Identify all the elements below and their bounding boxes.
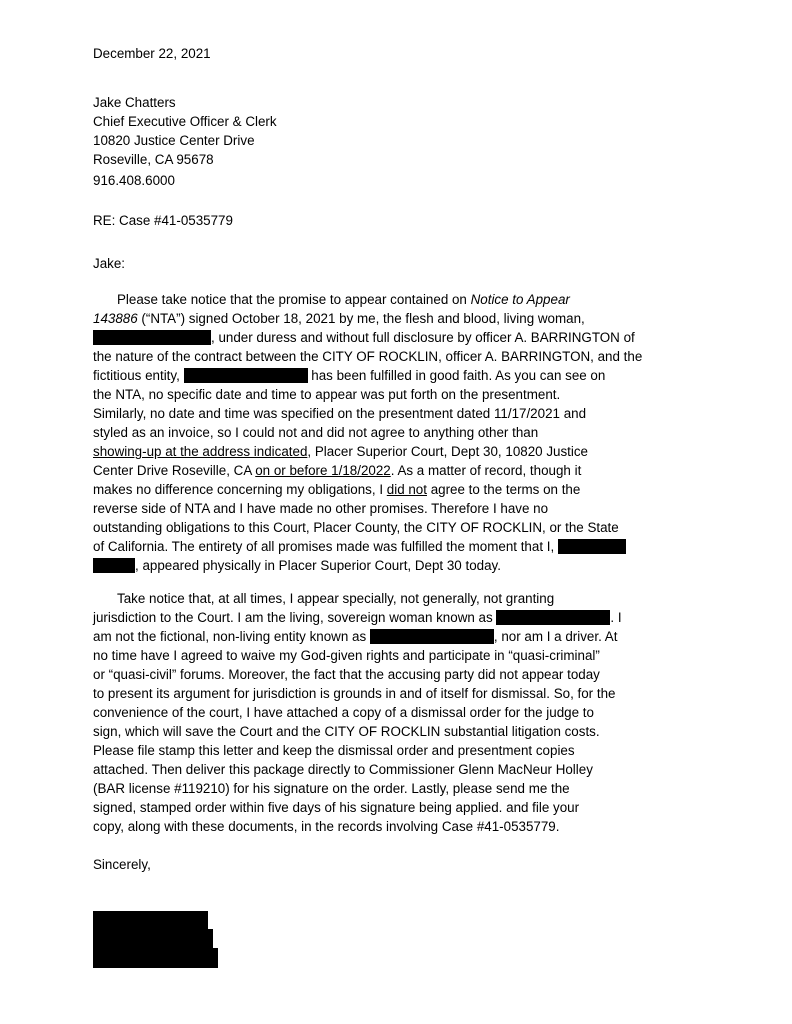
text-run: , under duress and without full disclosure by officer A. BARRINGTON of [211,330,635,345]
recipient-city: Roseville, CA 95678 [93,152,214,167]
text-run: the NTA, no specific date and time to appear was put forth on the presentment. [93,387,561,402]
redaction-box [558,539,626,554]
text-run: the nature of the contract between the CITY OF ROCKLIN, officer A. BARRINGTON, and the [93,349,643,364]
text-run: agree to the terms on the [426,482,581,497]
paragraph-1 [93,290,642,575]
text-run: styled as an invoice, so I could not and did not agree to anything other than [93,425,539,440]
text-run: or “quasi-civil” forums. Moreover, the fact that the accusing party did not appear today [93,667,600,682]
text-run: (“NTA”) signed October 18, 2021 by me, the flesh and blood, living woman, [137,311,585,326]
text-run: am not the fictional, non-living entity known as [93,629,370,644]
text-run: Please take notice that the promise to appear contained on [117,292,471,307]
text-run: to present its argument for jurisdiction is grounds in and of itself for dismissal. So, for the [93,686,616,701]
text-run: Similarly, no date and time was specified on the presentment dated 11/17/2021 and [93,406,587,421]
recipient-phone: 916.408.6000 [93,173,175,188]
underlined-text: showing-up at the address indicated [93,444,308,459]
text-run: . As a matter of record, though it [390,463,582,478]
paragraph-2 [93,589,622,836]
text-run: has been fulfilled in good faith. As you can see on [307,368,606,383]
re-line: RE: Case #41-0535779 [93,213,233,228]
text-run: attached. Then deliver this package directly to Commissioner Glenn MacNeur Holley [93,762,593,777]
text-run: Please file stamp this letter and keep the dismissal order and presentment copies [93,743,575,758]
underlined-text: did not [386,482,427,497]
recipient-address [93,93,277,190]
redaction-box [496,610,610,625]
nta-title-italic: Notice to Appear [470,292,570,307]
underlined-text: on or before 1/18/2022 [255,463,391,478]
text-run: fictitious entity, [93,368,184,383]
text-run: sign, which will save the Court and the CITY OF ROCKLIN substantial litigation costs. [93,724,600,739]
text-run: , Placer Superior Court, Dept 30, 10820 Justice [307,444,588,459]
redaction-box [93,558,135,573]
redaction-box [93,911,208,931]
text-run: reverse side of NTA and I have made no other promises. Therefore I have no [93,501,549,516]
closing: Sincerely, [93,857,151,872]
recipient-name: Jake Chatters [93,95,176,110]
text-run: , appeared physically in Placer Superior Court, Dept 30 today. [135,558,501,573]
text-run: convenience of the court, I have attached a copy of a dismissal order for the judge to [93,705,594,720]
text-run: jurisdiction to the Court. I am the living, sovereign woman known as [93,610,497,625]
redaction-box [93,929,213,950]
recipient-title: Chief Executive Officer & Clerk [93,114,277,129]
text-run: copy, along with these documents, in the records involving Case #41-0535779. [93,819,560,834]
recipient-street: 10820 Justice Center Drive [93,133,255,148]
redaction-box [93,948,218,968]
text-run: (BAR license #119210) for his signature on the order. Lastly, please send me the [93,781,570,796]
redaction-box [184,368,308,383]
text-run: , nor am I a driver. At [493,629,618,644]
text-run: no time have I agreed to waive my God-given rights and participate in “quasi-criminal” [93,648,600,663]
text-run: . I [610,610,622,625]
salutation: Jake: [93,256,126,271]
text-run: Center Drive Roseville, CA [93,463,256,478]
text-run: signed, stamped order within five days of his signature being applied. and file your [93,800,580,815]
text-run: outstanding obligations to this Court, Placer County, the CITY OF ROCKLIN, or the State [93,520,619,535]
redaction-box [93,330,211,345]
text-run: of California. The entirety of all promises made was fulfilled the moment that I, [93,539,558,554]
text-run: makes no difference concerning my obligations, I [93,482,387,497]
nta-number-italic: 143886 [93,311,138,326]
letter-date: December 22, 2021 [93,46,211,61]
redaction-box [370,629,494,644]
text-run: Take notice that, at all times, I appear specially, not generally, not granting [117,591,555,606]
